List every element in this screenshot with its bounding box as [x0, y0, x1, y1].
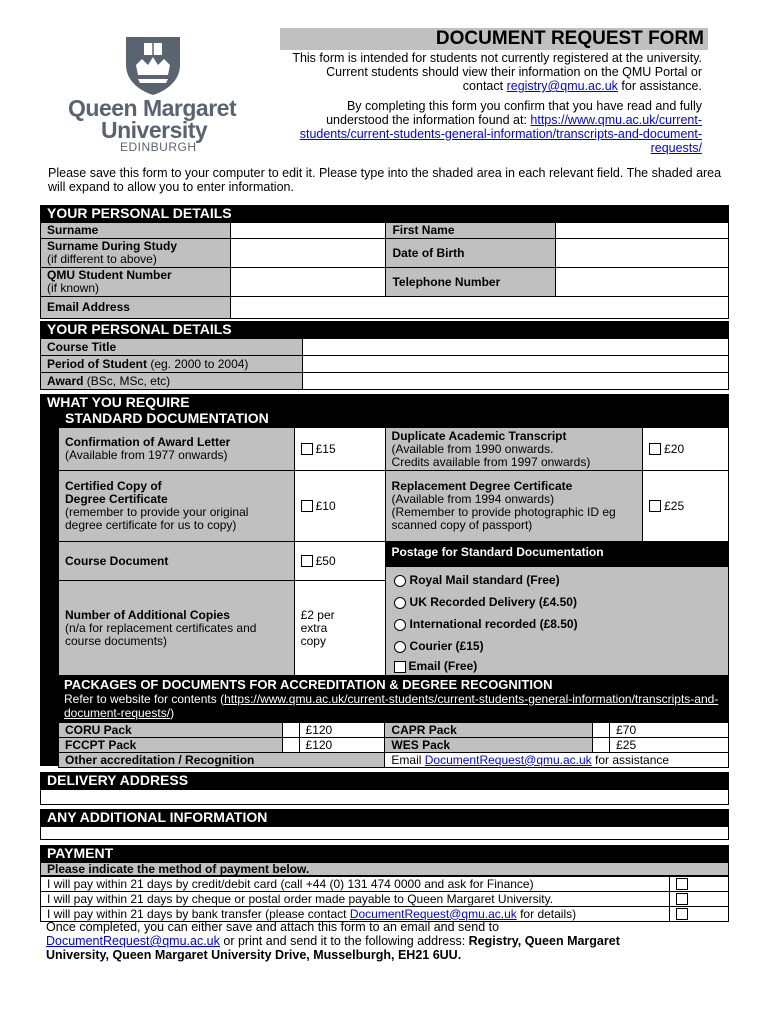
logo-name-line2: University [101, 117, 208, 143]
form-title: DOCUMENT REQUEST FORM [280, 28, 708, 50]
email-field[interactable] [230, 297, 728, 319]
postage-option-email[interactable]: Email (Free) [386, 657, 728, 675]
postage-options [386, 567, 728, 675]
capr-label: CAPR Pack [385, 723, 593, 738]
packages-table [58, 722, 729, 768]
radio-icon[interactable] [394, 575, 406, 587]
first-name-field[interactable] [556, 223, 729, 239]
form-instruction: Please save this form to your computer to edit it. Please type into the shaded area in each relevant field. The shaded area will expand to allow you to enter information. [48, 166, 722, 194]
payment-option-cheque[interactable] [670, 892, 729, 907]
additional-copies-field[interactable]: £2 per extra copy [294, 581, 385, 676]
course-details-heading: YOUR PERSONAL DETAILS [40, 321, 729, 338]
delivery-heading: DELIVERY ADDRESS [40, 772, 729, 789]
standard-documentation-heading: STANDARD DOCUMENTATION [58, 410, 729, 427]
duplicate-transcript-option[interactable]: £20 [643, 428, 729, 471]
postage-option-royal-mail[interactable]: Royal Mail standard (Free) [386, 569, 728, 591]
coru-label: CORU Pack [59, 723, 283, 738]
radio-icon[interactable] [394, 597, 406, 609]
additional-copies-label: Number of Additional Copies (n/a for replacement certificates and course documents) [59, 581, 295, 676]
certified-copy-label: Certified Copy of Degree Certificate (remember to provide your original degree certificate for us to copy) [59, 471, 295, 542]
capr-price: £70 [610, 723, 729, 738]
personal-details-heading: YOUR PERSONAL DETAILS [40, 205, 729, 222]
checkbox-icon[interactable] [301, 443, 313, 455]
registry-email-link[interactable]: registry@qmu.ac.uk [506, 79, 618, 93]
award-letter-label: Confirmation of Award Letter (Available from 1977 onwards) [59, 428, 295, 471]
surname-during-study-label: Surname During Study (if different to above) [41, 239, 231, 268]
postage-block [385, 542, 728, 676]
surname-label: Surname [41, 223, 231, 239]
certified-copy-option[interactable]: £10 [294, 471, 385, 542]
additional-info-section [40, 809, 729, 840]
checkbox-icon[interactable] [301, 555, 313, 567]
packages-refer: Refer to website for contents (https://www.qmu.ac.uk/current-students/current-students-general-information/transcripts-and-document-requests/) [64, 692, 719, 720]
checkbox-icon[interactable] [676, 893, 688, 905]
checkbox-icon[interactable] [676, 878, 688, 890]
require-heading: WHAT YOU REQUIRE [40, 394, 729, 410]
transcripts-info-link[interactable]: https://www.qmu.ac.uk/current-students/current-students-general-information/transcripts-and-document-requests/ [299, 113, 702, 155]
payment-email-link[interactable]: DocumentRequest@qmu.ac.uk [349, 906, 517, 921]
postage-heading: Postage for Standard Documentation [386, 542, 728, 567]
require-section [40, 394, 729, 410]
dob-field[interactable] [556, 239, 729, 268]
intro-paragraph-1: This form is intended for students not currently registered at the university. Current students should view their information on the QMU Portal or contact registry@qmu.ac.uk for assistance. [292, 51, 702, 93]
award-letter-option[interactable]: £15 [294, 428, 385, 471]
packages-heading: PACKAGES OF DOCUMENTS FOR ACCREDITATION & DEGREE RECOGNITION [64, 677, 553, 692]
delivery-address-field[interactable] [40, 789, 729, 805]
footer-text: Once completed, you can either save and attach this form to an email and send to DocumentRequest@qmu.ac.uk or print and send it to the following address: Registry, Queen Margaret University, Queen Margaret University Drive, Musselburgh, EH21 6UU. [46, 920, 620, 962]
payment-table [40, 876, 729, 922]
logo-city: EDINBURGH [120, 140, 197, 154]
intro-paragraph-2: By completing this form you confirm that you have read and fully understood the information found at: https://www.qmu.ac.uk/current-students/current-students-general-information/transcripts-and-document-requests/ [299, 99, 702, 155]
fccpt-label: FCCPT Pack [59, 738, 283, 753]
packages-heading-block [58, 676, 729, 722]
additional-info-field[interactable] [40, 826, 729, 840]
course-document-label: Course Document [59, 542, 295, 581]
footer-email-link[interactable]: DocumentRequest@qmu.ac.uk [46, 934, 220, 948]
wes-label: WES Pack [385, 738, 593, 753]
qmu-crest-icon [122, 35, 184, 97]
period-field[interactable] [302, 356, 728, 373]
first-name-label: First Name [386, 223, 556, 239]
additional-info-heading: ANY ADDITIONAL INFORMATION [40, 809, 729, 826]
dob-label: Date of Birth [386, 239, 556, 268]
capr-checkbox[interactable] [593, 723, 610, 738]
fccpt-price: £120 [299, 738, 385, 753]
personal-details-table [40, 222, 729, 319]
replacement-certificate-label: Replacement Degree Certificate (Available from 1994 onwards) (Remember to provide photographic ID eg scanned copy of passport) [385, 471, 643, 542]
course-details-table [40, 338, 729, 390]
student-number-field[interactable] [230, 268, 386, 297]
personal-details-section [40, 205, 729, 319]
other-accreditation-email-link[interactable]: DocumentRequest@qmu.ac.uk [424, 752, 592, 767]
fccpt-checkbox[interactable] [282, 738, 299, 753]
logo-name-line1: Queen Margaret [68, 95, 237, 121]
coru-price: £120 [299, 723, 385, 738]
award-field[interactable] [302, 373, 728, 390]
standard-documentation [58, 410, 729, 768]
wes-price: £25 [610, 738, 729, 753]
radio-icon[interactable] [394, 641, 406, 653]
standard-docs-table [58, 427, 729, 676]
payment-heading: PAYMENT [40, 845, 729, 862]
surname-during-study-field[interactable] [230, 239, 386, 268]
checkbox-icon[interactable] [394, 661, 406, 673]
require-sidebar [40, 410, 58, 766]
payment-option-card-label: I will pay within 21 days by credit/debit card (call +44 (0) 131 474 0000 and ask for Finance) [41, 877, 670, 892]
duplicate-transcript-label: Duplicate Academic Transcript (Available from 1990 onwards. Credits available from 1997 onwards) [385, 428, 643, 471]
award-label: Award (BSc, MSc, etc) [41, 373, 303, 390]
packages-link[interactable]: https://www.qmu.ac.uk/current-students/current-students-general-information/transcripts-and-document-requests/ [64, 692, 719, 720]
other-accreditation-label: Other accreditation / Recognition [59, 753, 385, 768]
payment-option-cheque-label: I will pay within 21 days by cheque or postal order made payable to Queen Margaret University. [41, 892, 670, 907]
checkbox-icon[interactable] [649, 500, 661, 512]
payment-instruction: Please indicate the method of payment below. [40, 862, 729, 876]
payment-option-card[interactable] [670, 877, 729, 892]
period-label: Period of Student (eg. 2000 to 2004) [41, 356, 303, 373]
postage-option-international[interactable]: International recorded (£8.50) [386, 613, 728, 635]
postage-option-courier[interactable]: Courier (£15) [386, 635, 728, 657]
wes-checkbox[interactable] [593, 738, 610, 753]
course-details-section [40, 321, 729, 390]
course-title-label: Course Title [41, 339, 303, 356]
other-accreditation-contact: Email DocumentRequest@qmu.ac.uk for assistance [385, 753, 729, 768]
surname-field[interactable] [230, 223, 386, 239]
checkbox-icon[interactable] [676, 908, 688, 920]
course-document-option[interactable]: £50 [294, 542, 385, 581]
email-label: Email Address [41, 297, 231, 319]
payment-option-transfer-label: I will pay within 21 days by bank transfer (please contact DocumentRequest@qmu.ac.uk for details) [41, 907, 670, 922]
replacement-certificate-option[interactable]: £25 [643, 471, 729, 542]
payment-section [40, 845, 729, 922]
course-title-field[interactable] [302, 339, 728, 356]
telephone-field[interactable] [556, 268, 729, 297]
student-number-label: QMU Student Number (if known) [41, 268, 231, 297]
registry-address: Registry, Queen Margaret University, Queen Margaret University Drive, Musselburgh, EH21 6UU. [46, 934, 620, 962]
coru-checkbox[interactable] [282, 723, 299, 738]
delivery-section [40, 772, 729, 805]
payment-option-transfer[interactable] [670, 907, 729, 922]
radio-icon[interactable] [394, 619, 406, 631]
postage-option-uk-recorded[interactable]: UK Recorded Delivery (£4.50) [386, 591, 728, 613]
checkbox-icon[interactable] [649, 443, 661, 455]
telephone-label: Telephone Number [386, 268, 556, 297]
checkbox-icon[interactable] [301, 500, 313, 512]
